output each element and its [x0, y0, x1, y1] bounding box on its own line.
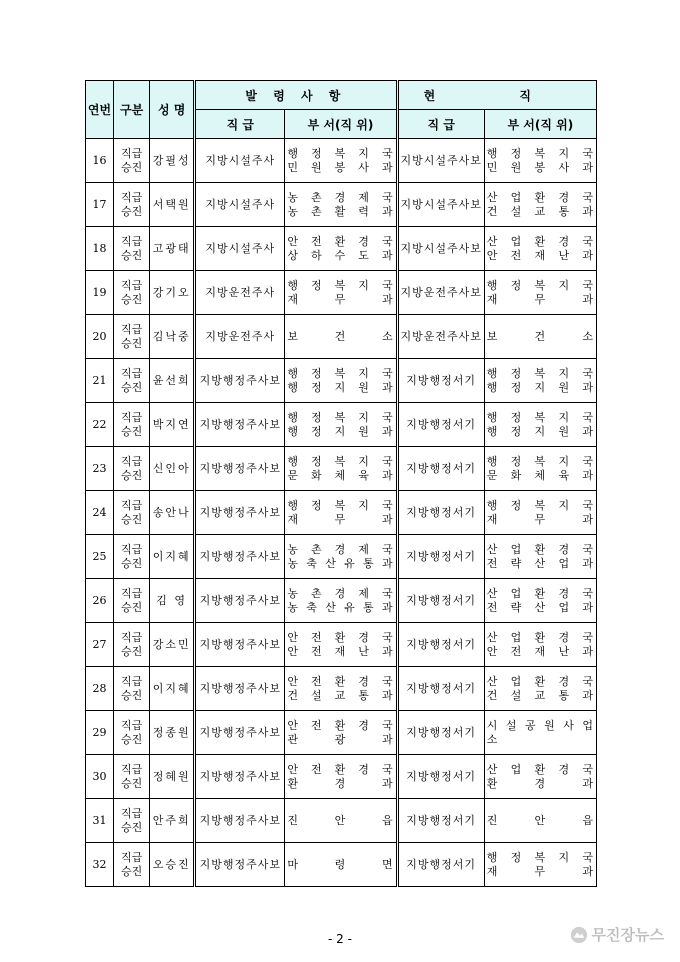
row-new-grade: 지방행정주사보	[195, 447, 285, 491]
row-name: 오승진	[150, 843, 195, 887]
row-kind	[114, 623, 150, 667]
dept-line: 진 안 읍	[486, 813, 594, 827]
kind-line: 직급	[120, 674, 143, 688]
row-name: 강필성	[150, 139, 195, 183]
row-number: 28	[86, 667, 114, 711]
row-current-grade: 지방행정서기	[397, 535, 484, 579]
kind-line: 직급	[120, 366, 143, 380]
sub-header-dept-current: 부 서(직 위)	[484, 110, 596, 139]
row-new-dept	[285, 579, 397, 623]
row-number: 24	[86, 491, 114, 535]
dept-line: 행 정 복 지 국	[486, 850, 594, 864]
dept-line: 산 업 환 경 국	[486, 542, 594, 556]
dept-line: 행 정 복 지 국	[486, 454, 594, 468]
row-number: 18	[86, 227, 114, 271]
row-name: 고광태	[150, 227, 195, 271]
row-current-grade: 지방행정서기	[397, 799, 484, 843]
row-new-dept	[285, 623, 397, 667]
row-current-dept	[484, 403, 596, 447]
row-name: 윤선희	[150, 359, 195, 403]
table-row	[86, 271, 597, 315]
row-kind	[114, 403, 150, 447]
row-name: 송안나	[150, 491, 195, 535]
row-current-dept	[484, 799, 596, 843]
kind-line: 직급	[120, 498, 143, 512]
row-new-grade: 지방시설주사	[195, 227, 285, 271]
row-name: 김낙중	[150, 315, 195, 359]
dept-line: 안 전 재 난 과	[287, 644, 394, 658]
dept-line: 행 정 지 원 과	[486, 424, 594, 438]
row-new-grade: 지방행정주사보	[195, 755, 285, 799]
dept-line: 산 업 환 경 국	[486, 190, 594, 204]
dept-line: 산 업 환 경 국	[486, 586, 594, 600]
news-logo-icon	[570, 926, 588, 944]
row-current-dept	[484, 139, 596, 183]
col-header-no: 연번	[86, 81, 114, 139]
row-kind	[114, 359, 150, 403]
row-current-dept	[484, 535, 596, 579]
row-new-grade: 지방행정주사보	[195, 579, 285, 623]
row-kind	[114, 579, 150, 623]
row-current-grade: 지방행정서기	[397, 755, 484, 799]
row-new-dept	[285, 359, 397, 403]
row-kind	[114, 535, 150, 579]
kind-line: 직급	[120, 542, 143, 556]
row-current-dept	[484, 447, 596, 491]
row-current-dept	[484, 755, 596, 799]
col-header-kind: 구분	[114, 81, 150, 139]
table-row	[86, 447, 597, 491]
kind-line: 직급	[120, 146, 143, 160]
row-current-dept	[484, 183, 596, 227]
row-current-grade: 지방행정서기	[397, 491, 484, 535]
sub-header-dept-new: 부 서(직 위)	[285, 110, 397, 139]
kind-line: 승진	[120, 600, 143, 614]
dept-line: 재 무 과	[287, 512, 394, 526]
dept-line: 행 정 복 지 국	[486, 146, 594, 160]
row-number: 20	[86, 315, 114, 359]
row-new-grade: 지방행정주사보	[195, 667, 285, 711]
dept-line: 보 건 소	[486, 329, 594, 343]
dept-line: 행 정 복 지 국	[287, 278, 394, 292]
row-current-grade: 지방행정서기	[397, 579, 484, 623]
row-number: 29	[86, 711, 114, 755]
dept-line: 건 설 교 통 과	[287, 688, 394, 702]
dept-line: 상 하 수 도 과	[287, 248, 394, 262]
kind-line: 직급	[120, 454, 143, 468]
row-new-grade: 지방행정주사보	[195, 711, 285, 755]
dept-line: 건 설 교 통 과	[486, 688, 594, 702]
kind-line: 승진	[120, 380, 143, 394]
table-row	[86, 183, 597, 227]
row-name: 이지혜	[150, 667, 195, 711]
kind-line: 승진	[120, 776, 143, 790]
row-new-grade: 지방행정주사보	[195, 535, 285, 579]
dept-line: 행 정 복 지 국	[287, 498, 394, 512]
kind-line: 직급	[120, 586, 143, 600]
dept-line: 행 정 복 지 국	[486, 410, 594, 424]
kind-line: 직급	[120, 718, 143, 732]
row-number: 16	[86, 139, 114, 183]
row-current-grade: 지방행정서기	[397, 359, 484, 403]
table-row	[86, 623, 597, 667]
dept-line: 행 정 복 지 국	[287, 410, 394, 424]
row-number: 19	[86, 271, 114, 315]
dept-line: 산 업 환 경 국	[486, 630, 594, 644]
dept-line: 시 설 공 원 사 업 소	[486, 718, 594, 746]
row-new-grade: 지방운전주사	[195, 315, 285, 359]
row-current-grade: 지방시설주사보	[397, 183, 484, 227]
row-current-dept	[484, 711, 596, 755]
watermark	[570, 924, 664, 945]
dept-line: 민 원 봉 사 과	[486, 160, 594, 174]
kind-line: 승진	[120, 512, 143, 526]
kind-line: 직급	[120, 410, 143, 424]
table-row	[86, 711, 597, 755]
row-new-grade: 지방행정주사보	[195, 403, 285, 447]
dept-line: 안 전 환 경 국	[287, 674, 394, 688]
row-current-grade: 지방행정서기	[397, 623, 484, 667]
personnel-table	[85, 80, 597, 887]
dept-line: 관 광 과	[287, 732, 394, 746]
row-new-dept	[285, 535, 397, 579]
row-kind	[114, 271, 150, 315]
page-number: - 2 -	[328, 932, 352, 946]
row-new-grade: 지방행정주사보	[195, 623, 285, 667]
row-number: 26	[86, 579, 114, 623]
dept-line: 재 무 과	[486, 864, 594, 878]
kind-line: 직급	[120, 850, 143, 864]
row-current-grade: 지방행정서기	[397, 403, 484, 447]
row-kind	[114, 315, 150, 359]
row-new-dept	[285, 843, 397, 887]
row-kind	[114, 183, 150, 227]
kind-line: 직급	[120, 322, 143, 336]
row-current-grade: 지방행정서기	[397, 711, 484, 755]
row-new-grade: 지방행정주사보	[195, 843, 285, 887]
table-row	[86, 667, 597, 711]
dept-line: 환 경 과	[287, 776, 394, 790]
dept-line: 행 정 복 지 국	[486, 498, 594, 512]
dept-line: 산 업 환 경 국	[486, 762, 594, 776]
dept-line: 행 정 복 지 국	[287, 366, 394, 380]
kind-line: 승진	[120, 820, 143, 834]
row-number: 21	[86, 359, 114, 403]
dept-line: 전 략 산 업 과	[486, 556, 594, 570]
row-name: 정혜원	[150, 755, 195, 799]
row-new-dept	[285, 271, 397, 315]
dept-line: 농 축 산 유 통 과	[287, 600, 394, 614]
dept-line: 농 촌 경 제 국	[287, 586, 394, 600]
row-new-dept	[285, 799, 397, 843]
row-kind	[114, 799, 150, 843]
row-name: 강소민	[150, 623, 195, 667]
table-row	[86, 315, 597, 359]
dept-line: 산 업 환 경 국	[486, 674, 594, 688]
dept-line: 안 전 재 난 과	[486, 644, 594, 658]
dept-line: 농 축 산 유 통 과	[287, 556, 394, 570]
row-kind	[114, 755, 150, 799]
dept-line: 문 화 체 육 과	[486, 468, 594, 482]
row-name: 강기오	[150, 271, 195, 315]
table-row	[86, 755, 597, 799]
dept-line: 건 설 교 통 과	[486, 204, 594, 218]
dept-line: 문 화 체 육 과	[287, 468, 394, 482]
kind-line: 승진	[120, 732, 143, 746]
row-number: 17	[86, 183, 114, 227]
table-row	[86, 227, 597, 271]
row-name: 김 영	[150, 579, 195, 623]
row-new-dept	[285, 667, 397, 711]
kind-line: 승진	[120, 204, 143, 218]
dept-line: 안 전 재 난 과	[486, 248, 594, 262]
row-new-dept	[285, 403, 397, 447]
kind-line: 승진	[120, 248, 143, 262]
table-row	[86, 579, 597, 623]
col-header-name: 성 명	[150, 81, 195, 139]
table-row	[86, 359, 597, 403]
table-row	[86, 403, 597, 447]
row-kind	[114, 667, 150, 711]
dept-line: 행 정 지 원 과	[486, 380, 594, 394]
row-new-grade: 지방시설주사	[195, 183, 285, 227]
kind-line: 직급	[120, 762, 143, 776]
row-number: 22	[86, 403, 114, 447]
row-kind	[114, 227, 150, 271]
row-name: 정종원	[150, 711, 195, 755]
watermark-text: 무진장뉴스	[591, 926, 664, 944]
table-row	[86, 843, 597, 887]
row-name: 이지혜	[150, 535, 195, 579]
dept-line: 농 촌 경 제 국	[287, 190, 394, 204]
dept-line: 안 전 환 경 국	[287, 718, 394, 732]
row-current-dept	[484, 667, 596, 711]
dept-line: 재 무 과	[287, 292, 394, 306]
dept-line: 행 정 복 지 국	[486, 278, 594, 292]
kind-line: 직급	[120, 630, 143, 644]
row-new-grade: 지방시설주사	[195, 139, 285, 183]
row-kind	[114, 139, 150, 183]
row-number: 32	[86, 843, 114, 887]
row-current-grade: 지방운전주사보	[397, 271, 484, 315]
row-new-dept	[285, 755, 397, 799]
kind-line: 승진	[120, 336, 143, 350]
row-current-grade: 지방시설주사보	[397, 227, 484, 271]
dept-line: 보 건 소	[287, 329, 394, 343]
kind-line: 승진	[120, 556, 143, 570]
row-new-dept	[285, 227, 397, 271]
dept-line: 행 정 지 원 과	[287, 424, 394, 438]
dept-line: 재 무 과	[486, 292, 594, 306]
row-number: 30	[86, 755, 114, 799]
kind-line: 승진	[120, 424, 143, 438]
dept-line: 진 안 읍	[287, 813, 394, 827]
row-current-grade: 지방행정서기	[397, 843, 484, 887]
row-number: 23	[86, 447, 114, 491]
row-current-grade: 지방행정서기	[397, 447, 484, 491]
kind-line: 승진	[120, 468, 143, 482]
group-header-current: 현 직	[397, 81, 596, 110]
row-current-dept	[484, 271, 596, 315]
row-name: 신인아	[150, 447, 195, 491]
row-name: 서택원	[150, 183, 195, 227]
row-current-dept	[484, 843, 596, 887]
row-current-dept	[484, 579, 596, 623]
kind-line: 직급	[120, 806, 143, 820]
row-name: 안주희	[150, 799, 195, 843]
row-new-dept	[285, 447, 397, 491]
kind-line: 승진	[120, 688, 143, 702]
row-current-dept	[484, 491, 596, 535]
dept-line: 산 업 환 경 국	[486, 234, 594, 248]
row-current-dept	[484, 359, 596, 403]
row-current-dept	[484, 227, 596, 271]
row-new-grade: 지방행정주사보	[195, 491, 285, 535]
row-current-grade: 지방운전주사보	[397, 315, 484, 359]
dept-line: 행 정 복 지 국	[486, 366, 594, 380]
row-kind	[114, 843, 150, 887]
group-header-new: 발 령 사 항	[195, 81, 397, 110]
dept-line: 환 경 과	[486, 776, 594, 790]
row-new-grade: 지방운전주사	[195, 271, 285, 315]
table-row	[86, 491, 597, 535]
kind-line: 승진	[120, 864, 143, 878]
dept-line: 전 략 산 업 과	[486, 600, 594, 614]
row-new-dept	[285, 183, 397, 227]
table-row	[86, 139, 597, 183]
dept-line: 농 촌 활 력 과	[287, 204, 394, 218]
row-name: 박지연	[150, 403, 195, 447]
kind-line: 직급	[120, 278, 143, 292]
row-new-dept	[285, 139, 397, 183]
row-new-grade: 지방행정주사보	[195, 799, 285, 843]
row-current-dept	[484, 623, 596, 667]
kind-line: 승진	[120, 292, 143, 306]
row-kind	[114, 711, 150, 755]
sub-header-grade-current: 직 급	[397, 110, 484, 139]
dept-line: 행 정 지 원 과	[287, 380, 394, 394]
dept-line: 안 전 환 경 국	[287, 630, 394, 644]
dept-line: 민 원 봉 사 과	[287, 160, 394, 174]
row-current-grade: 지방시설주사보	[397, 139, 484, 183]
header-row-top	[86, 81, 597, 110]
row-kind	[114, 491, 150, 535]
kind-line: 직급	[120, 190, 143, 204]
kind-line: 승진	[120, 644, 143, 658]
dept-line: 재 무 과	[486, 512, 594, 526]
row-current-grade: 지방행정서기	[397, 667, 484, 711]
dept-line: 농 촌 경 제 국	[287, 542, 394, 556]
row-new-dept	[285, 315, 397, 359]
table-row	[86, 535, 597, 579]
row-number: 31	[86, 799, 114, 843]
kind-line: 승진	[120, 160, 143, 174]
sub-header-grade-new: 직 급	[195, 110, 285, 139]
row-new-dept	[285, 491, 397, 535]
table-body	[86, 139, 597, 887]
dept-line: 행 정 복 지 국	[287, 146, 394, 160]
kind-line: 직급	[120, 234, 143, 248]
row-new-grade: 지방행정주사보	[195, 359, 285, 403]
row-number: 25	[86, 535, 114, 579]
dept-line: 안 전 환 경 국	[287, 762, 394, 776]
row-number: 27	[86, 623, 114, 667]
row-current-dept	[484, 315, 596, 359]
dept-line: 마 령 면	[287, 857, 394, 871]
dept-line: 안 전 환 경 국	[287, 234, 394, 248]
dept-line: 행 정 복 지 국	[287, 454, 394, 468]
row-new-dept	[285, 711, 397, 755]
table-row	[86, 799, 597, 843]
row-kind	[114, 447, 150, 491]
